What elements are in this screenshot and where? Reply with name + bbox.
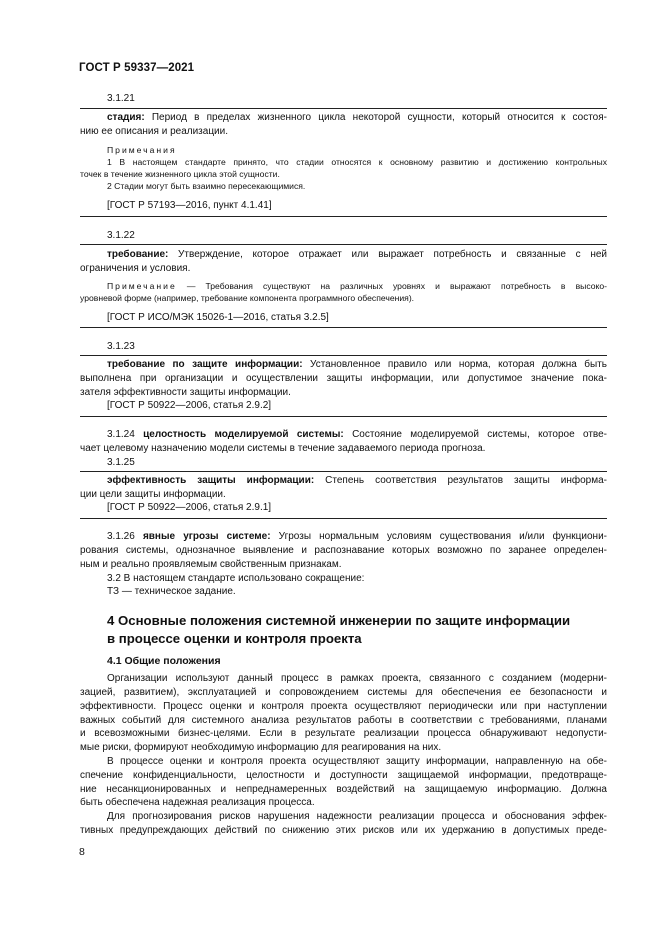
notes-title: Примечания [107,145,177,155]
divider [80,355,607,356]
term-name: требование: [107,249,169,260]
body-line: зацией, развитием), эксплуатацией и сопровождением системы для обеспечения ее безопасности и [80,687,607,698]
divider [80,471,607,472]
term-source: [ГОСТ Р 50922—2006, статья 2.9.2] [107,400,272,411]
divider [80,518,607,519]
term-definition-line: 3.1.24 целостность моделируемой системы: Состояние моделируемой системы, которое отве- [107,429,607,440]
divider [80,416,607,417]
note-text: уровневой форме (например, требование компонента программного обеспечения). [80,293,415,303]
body-line: Организации используют данный процесс в рамках проекта, связанного с созданием (модерни- [107,673,607,684]
term-number: 3.1.21 [107,93,135,104]
divider [80,244,607,245]
body-line: В процессе оценки и контроля проекта осуществляют защиту информации, направленную на обе- [107,756,607,767]
body-line: Для прогнозирования рисков нарушения надежности реализации процесса и обоснования эффек- [107,811,607,822]
term-definition-line: нию ее описания и реализации. [80,126,229,137]
term-name: стадия: [107,112,145,123]
term-definition-line: эффективность защиты информации: Степень соответствия результатов защиты информа- [107,475,607,486]
divider [80,216,607,217]
note-label: Примечание [107,281,177,291]
term-name: требование по защите информации: [107,359,303,370]
section-title: 4 Основные положения системной инженерии по защите информации [107,613,571,628]
section-title: в процессе оценки и контроля проекта [107,631,362,646]
term-definition-line: требование: Утверждение, которое отражает или выражает потребность и связанные с ней [107,249,607,260]
term-number: 3.1.25 [107,457,135,468]
term-definition-line: ции цели защиты информации. [80,489,226,500]
body-line: спечение конфиденциальности, целостности и доступности защищаемой информации, предотвраще- [80,770,607,781]
note-text: точек в течение жизненного цикла этой сущности. [80,169,280,179]
term-source: [ГОСТ Р 50922—2006, статья 2.9.1] [107,502,272,513]
body-line: быть обеспечена надежная реализация процесса. [80,797,315,808]
page-number: 8 [79,846,85,858]
body-line: важных событий для системного анализа результатов работы в соответствии с требованиями, планами [80,715,607,726]
term-definition-line: ным и реально проявляемым свойственным признакам. [80,559,342,570]
abbrev-item: ТЗ — техническое задание. [107,586,236,597]
note-text: 2 Стадии могут быть взаимно пересекающимися. [107,181,306,191]
term-number: 3.1.23 [107,341,135,352]
term-name: эффективность защиты информации: [107,475,315,486]
term-source: [ГОСТ Р ИСО/МЭК 15026-1—2016, статья 3.2.5] [107,312,329,323]
term-source: [ГОСТ Р 57193—2016, пункт 4.1.41] [107,200,272,211]
note-text: Примечание — Требования существуют на различных уровнях и выражают потребность в высоко- [107,281,607,291]
divider [80,327,607,328]
body-line: эффективности. Процесс оценки и контроля проекта осуществляют периодически или при наступлении [80,701,607,712]
term-number: 3.1.26 [107,531,143,542]
term-name: явные угрозы системе: [142,531,271,542]
body-line: тивных предупреждающих действий по снижению этих рисков или их удержанию в допустимых преде- [80,825,607,836]
standard-header: ГОСТ Р 59337—2021 [79,62,195,74]
term-definition-line: требование по защите информации: Установленное правило или норма, которая должна быть [107,359,607,370]
term-number: 3.1.24 [107,429,144,440]
abbrev-intro: 3.2 В настоящем стандарте использовано сокращение: [107,573,365,584]
body-line: мые риски, формируют необходимую информацию для реагирования на них. [80,742,442,753]
term-name: целостность моделируемой системы: [143,429,344,440]
term-definition-line: зателя эффективности защиты информации. [80,387,291,398]
divider [80,108,607,109]
body-line: и всевозможными бизнес-целями. Если в результате реализации процесса обнаруживают недопусти- [80,728,607,739]
term-definition-line: стадия: Период в пределах жизненного цикла некоторой сущности, который относится к состоя- [107,112,607,123]
term-definition-line: чает целевому назначению модели системы в течение задаваемого периода прогноза. [80,443,486,454]
term-number: 3.1.22 [107,230,135,241]
subsection-title: 4.1 Общие положения [107,655,221,667]
term-definition-line: рования системы, однозначное выявление и распознавание которых возможно по заранее определен- [80,545,607,556]
term-definition-line: выполнена при организации и осуществлении защиты информации, или допустимое значение пока- [80,373,607,384]
term-definition-line: 3.1.26 явные угрозы системе: Угрозы нормальным условиям существования и/или функциони- [107,531,607,542]
note-text: 1 В настоящем стандарте принято, что стадии относятся к основному развитию и достижению контрольных [107,157,607,167]
body-line: ние несанкционированных и непреднамеренных воздействий на защищаемую информацию. Должна [80,784,607,795]
term-definition-line: ограничения и условия. [80,263,191,274]
